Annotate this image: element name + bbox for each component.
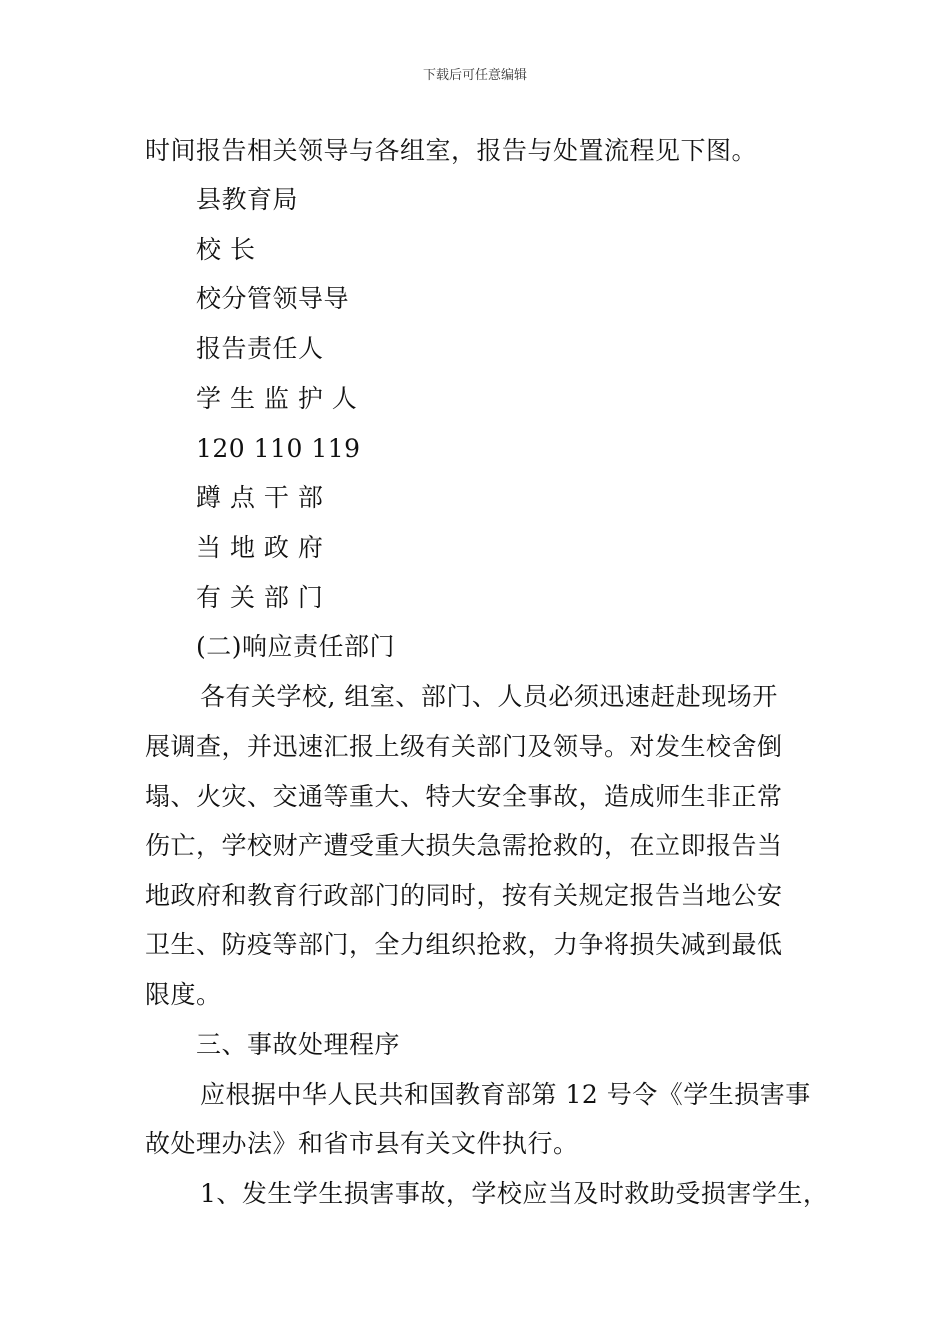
flow-node-relevant-departments: 有 关 部 门 [196,583,324,612]
paragraph-line: 各有关学校, 组室、部门、人员必须迅速赶赴现场开 [200,682,778,711]
paragraph-line: 1、发生学生损害事故，学校应当及时救助受损害学生， [200,1179,829,1208]
paragraph-line: 地政府和教育行政部门的同时，按有关规定报告当地公安 [145,881,783,910]
paragraph-line: 卫生、防疫等部门，全力组织抢救，力争将损失减到最低 [145,930,783,959]
flow-node-field-cadre: 蹲 点 干 部 [196,483,324,512]
section-heading: (二)响应责任部门 [196,632,396,661]
paragraph-line: 故处理办法》和省市县有关文件执行。 [145,1129,579,1158]
flow-node-county-bureau: 县教育局 [196,185,299,214]
paragraph-line: 限度。 [145,980,222,1009]
flow-node-guardian: 学 生 监 护 人 [196,384,358,413]
paragraph-line: 塌、火灾、交通等重大、特大安全事故，造成师生非正常 [145,782,783,811]
paragraph-line: 应根据中华人民共和国教育部第 12 号令《学生损害事 [200,1080,811,1109]
flow-node-reporter: 报告责任人 [196,334,324,363]
paragraph-line: 伤亡，学校财产遭受重大损失急需抢救的，在立即报告当 [145,831,783,860]
flow-node-local-government: 当 地 政 府 [196,533,324,562]
flow-node-emergency-numbers: 120 110 119 [196,434,361,463]
page-header-note: 下载后可任意编辑 [422,68,527,83]
flow-node-principal: 校 长 [196,235,256,264]
section-heading: 三、事故处理程序 [196,1030,401,1059]
paragraph-line: 展调查，并迅速汇报上级有关部门及领导。对发生校舍倒 [145,732,783,761]
paragraph-line: 时间报告相关领导与各组室，报告与处置流程见下图。 [145,136,758,165]
flow-node-vice-principal: 校分管领导导 [196,284,350,313]
